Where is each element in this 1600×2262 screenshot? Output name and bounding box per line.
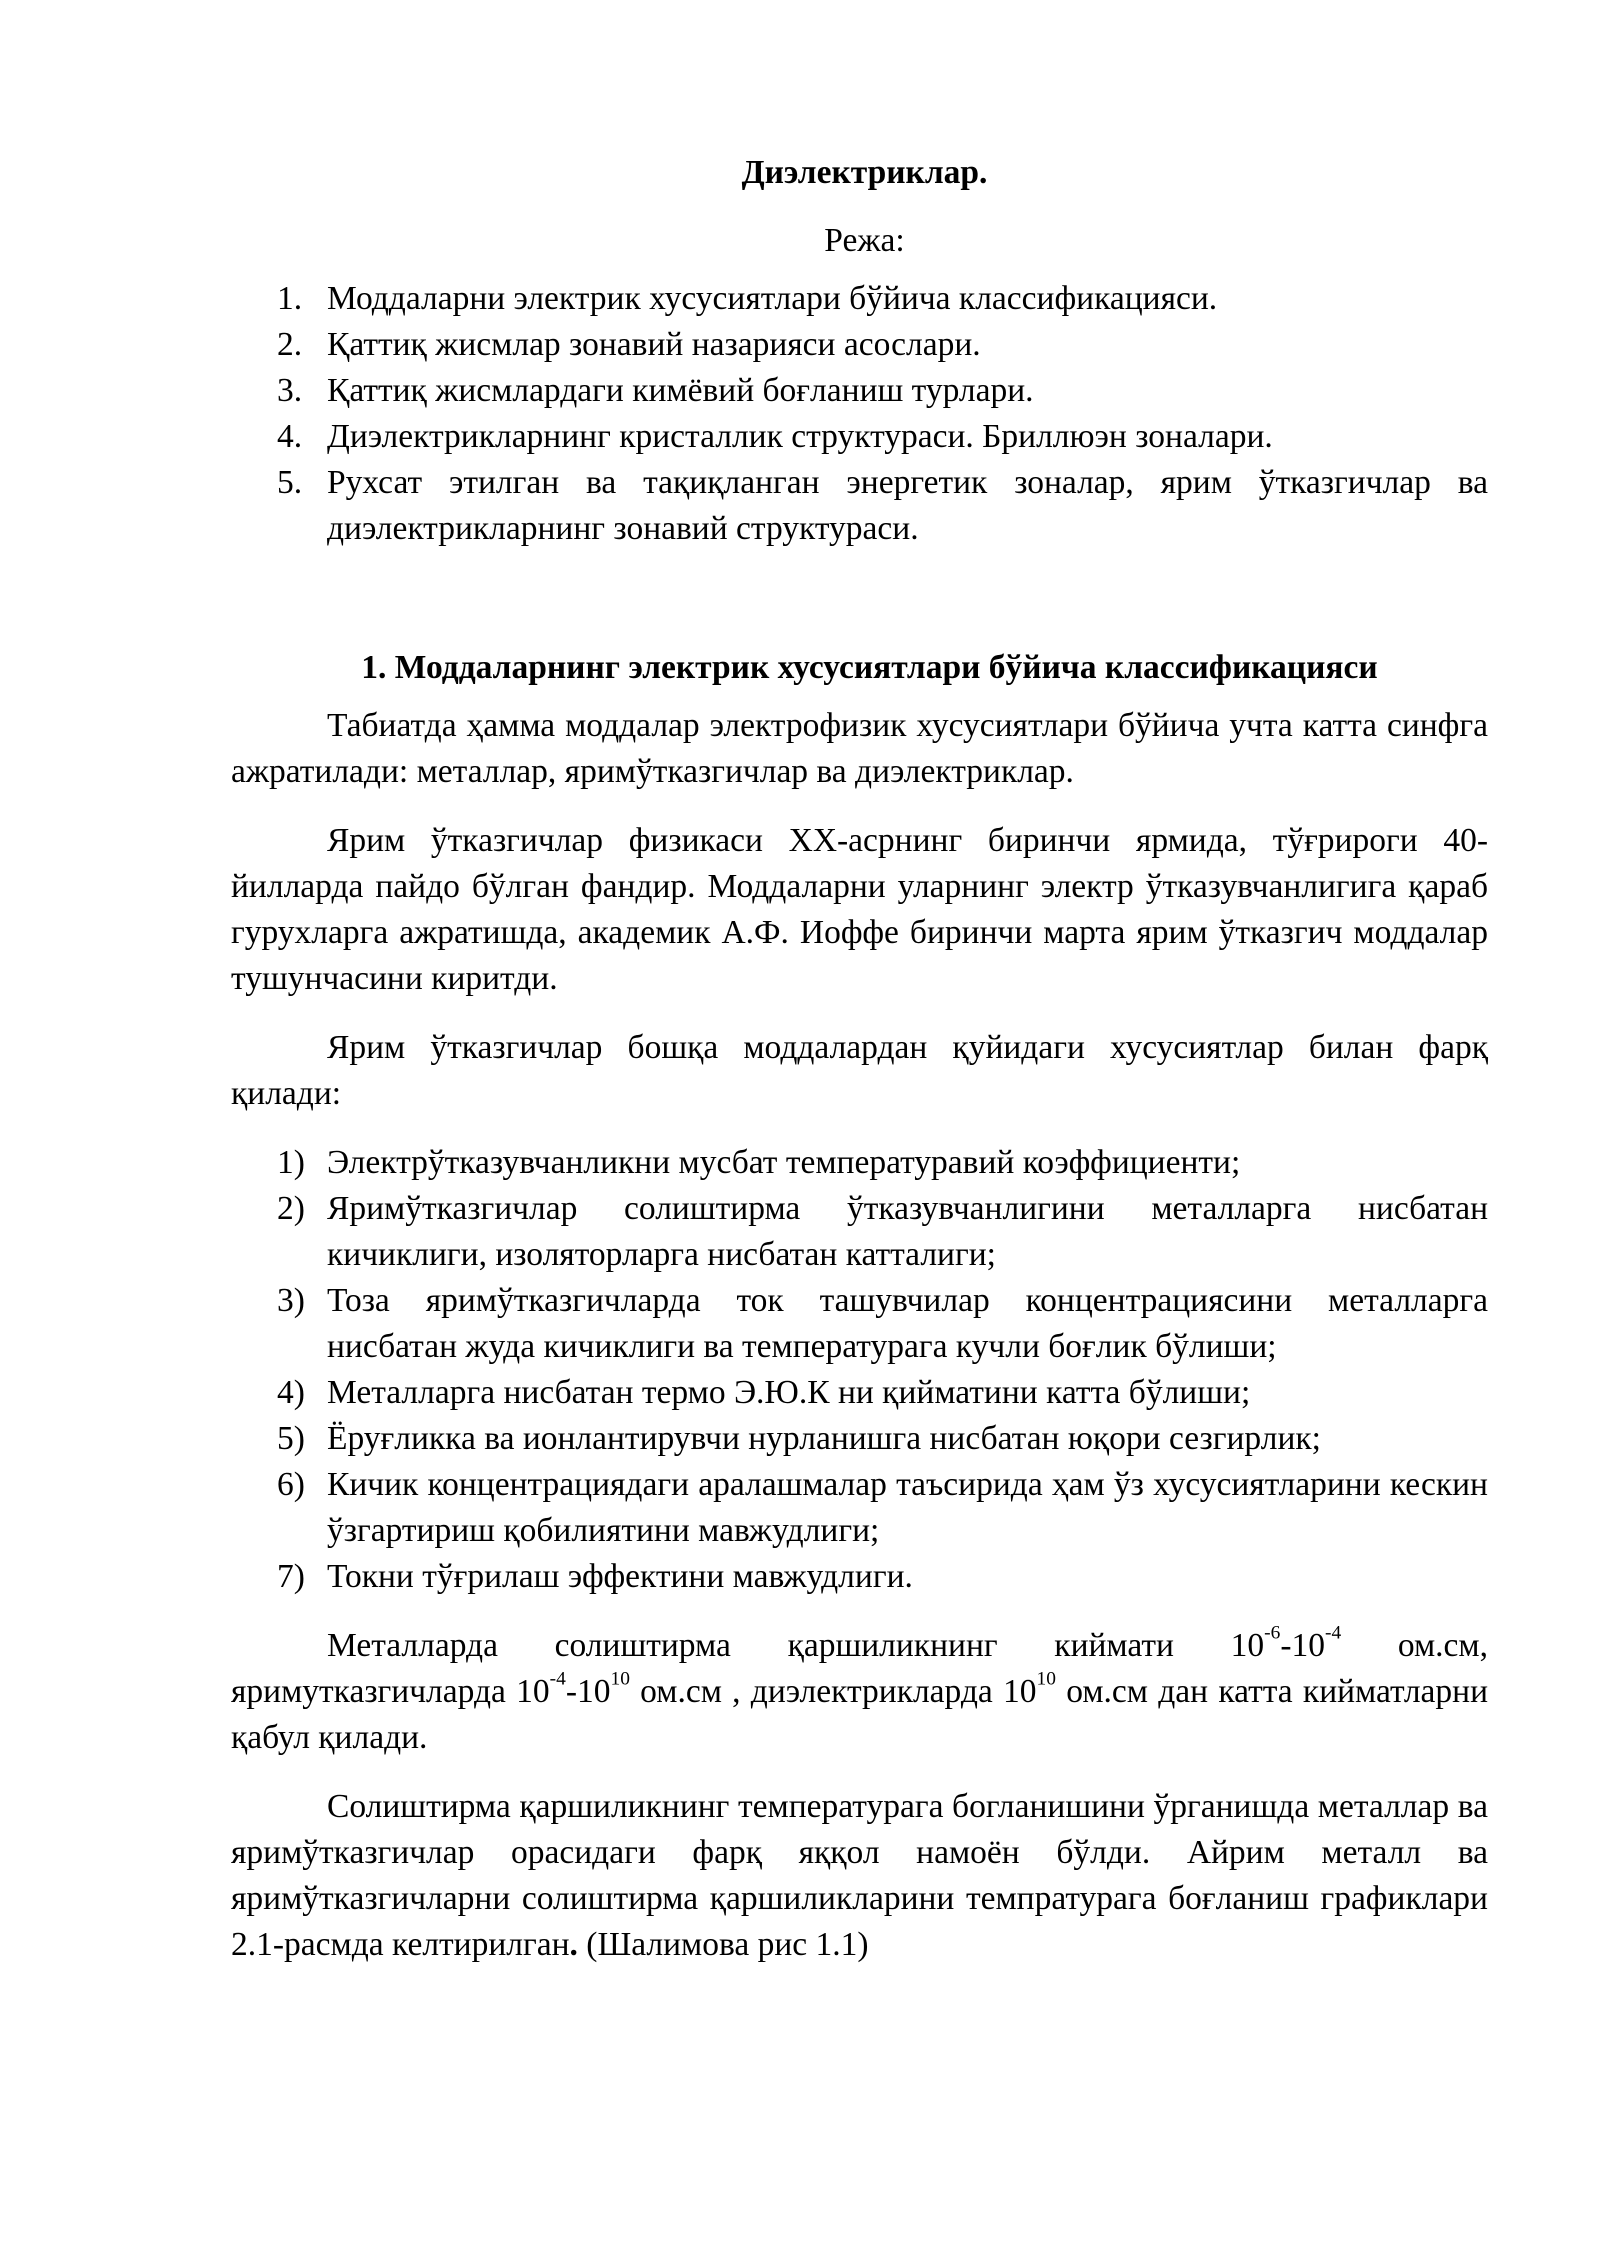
document-title: Диэлектриклар.: [741, 154, 988, 191]
plan-item: [231, 460, 1488, 552]
plan-item: [231, 414, 1488, 460]
plan-item-text: Қаттиқ жисмлар зонавий назарияси асослари.: [327, 326, 981, 363]
exponent: 10: [610, 1668, 630, 1690]
property-number: 5): [277, 1420, 305, 1457]
plan-item-number: 2.: [277, 326, 303, 363]
plan-label: Режа:: [824, 222, 905, 259]
resistivity-text: Металларда солиштирма қаршиликнинг киймати 10: [327, 1627, 1265, 1664]
plan-item-number: 1.: [277, 280, 303, 317]
property-item: [231, 1370, 1488, 1416]
property-item: [231, 1416, 1488, 1462]
paragraph-properties-intro: Ярим ўтказгичлар бошқа моддалардан қуйидаги хусусиятлар билан фарқ қилади:: [231, 1029, 1488, 1112]
plan-list: [231, 276, 1488, 552]
paragraph-intro: Табиатда ҳамма моддалар электрофизик хусусиятлари бўйича учта катта синфга ажратилади: металлар, яримўтказгичлар ва диэлектриклар.: [231, 707, 1488, 790]
citation: (Шалимова рис 1.1): [577, 1926, 869, 1963]
temperature-text: Солиштирма қаршиликнинг температурага богланишини ўрганишда металлар ва яримўтказгичлар орасидаги фарқ яққол намоён бўлди. Айрим металл ва яримўтказгичларни солиштирма қаршиликларини темпратурага боғланиш графиклари 2.1-расмда келтирилган: [231, 1788, 1488, 1963]
property-text: Металларга нисбатан термо Э.Ю.К ни қийматини катта бўлиши;: [327, 1374, 1251, 1411]
property-text: Ёруғликка ва ионлантирувчи нурланишга нисбатан юқори сезгирлик;: [327, 1420, 1321, 1457]
plan-item-text: Диэлектрикларнинг кристаллик структураси. Бриллюэн зоналари.: [327, 418, 1273, 455]
property-number: 4): [277, 1374, 305, 1411]
property-item: [231, 1554, 1488, 1600]
plan-item-text: Моддаларни электрик хусусиятлари бўйича классификацияси.: [327, 280, 1218, 317]
plan-item-text: Рухсат этилган ва тақиқланган энергетик зоналар, ярим ўтказгичлар ва диэлектрикларнинг зонавий структураси.: [327, 464, 1488, 547]
property-number: 1): [277, 1144, 305, 1181]
property-item: [231, 1186, 1488, 1278]
property-text: Электрўтказувчанликни мусбат температуравий коэффициенти;: [327, 1144, 1241, 1181]
property-text: Токни тўғрилаш эффектини мавжудлиги.: [327, 1558, 913, 1595]
property-text: Тоза яримўтказгичларда ток ташувчилар концентрациясини металларга нисбатан жуда кичиклиги ва температурага кучли боғлик бўлиши;: [327, 1282, 1488, 1365]
resistivity-text: ом.см дан катта кийматларни қабул қилади.: [231, 1673, 1489, 1756]
property-number: 7): [277, 1558, 305, 1595]
plan-item-text: Қаттиқ жисмлардаги кимёвий боғланиш турлари.: [327, 372, 1034, 409]
paragraph-temperature: [231, 1784, 1488, 1968]
property-number: 6): [277, 1466, 305, 1503]
property-number: 3): [277, 1282, 305, 1319]
resistivity-text: -10: [1280, 1627, 1325, 1664]
plan-item: [231, 368, 1488, 414]
resistivity-text: ом.см , диэлектрикларда 10: [629, 1673, 1037, 1710]
property-text: Кичик концентрациядаги аралашмалар таъсирида ҳам ўз хусусиятларини кескин ўзгартириш қобилиятини мавжудлиги;: [327, 1466, 1488, 1549]
property-text: Яримўтказгичлар солиштирма ўтказувчанлигини металларга нисбатан кичиклиги, изоляторларга нисбатан катталиги;: [327, 1190, 1488, 1273]
plan-item: [231, 276, 1488, 322]
plan-item-number: 3.: [277, 372, 303, 409]
plan-item-number: 5.: [277, 464, 303, 501]
exponent: 10: [1036, 1668, 1056, 1690]
paragraph-resistivity: [231, 1623, 1488, 1761]
exponent: -4: [549, 1668, 566, 1690]
exponent: -4: [1325, 1622, 1342, 1644]
property-item: [231, 1278, 1488, 1370]
paragraph-history: Ярим ўтказгичлар физикаси ХХ-асрнинг биринчи ярмида, тўғрироги 40-йилларда пайдо бўлган фандир. Моддаларни уларнинг электр ўтказувчанлигига қараб гурухларга ажратишда, академик А.Ф. Иоффе биринчи марта ярим ўтказгич моддалар тушунчасини киритди.: [231, 822, 1488, 997]
bold-period: .: [569, 1926, 578, 1963]
property-number: 2): [277, 1190, 305, 1227]
plan-item: [231, 322, 1488, 368]
resistivity-text: -10: [565, 1673, 611, 1710]
exponent: -6: [1264, 1622, 1281, 1644]
plan-item-number: 4.: [277, 418, 303, 455]
section-heading: 1. Моддаларнинг электрик хусусиятлари бўйича классификацияси: [361, 649, 1378, 686]
properties-list: [231, 1140, 1488, 1600]
resistivity-text: ом.см, яримутказгичларда 10: [231, 1627, 1488, 1710]
property-item: [231, 1140, 1488, 1186]
property-item: [231, 1462, 1488, 1554]
